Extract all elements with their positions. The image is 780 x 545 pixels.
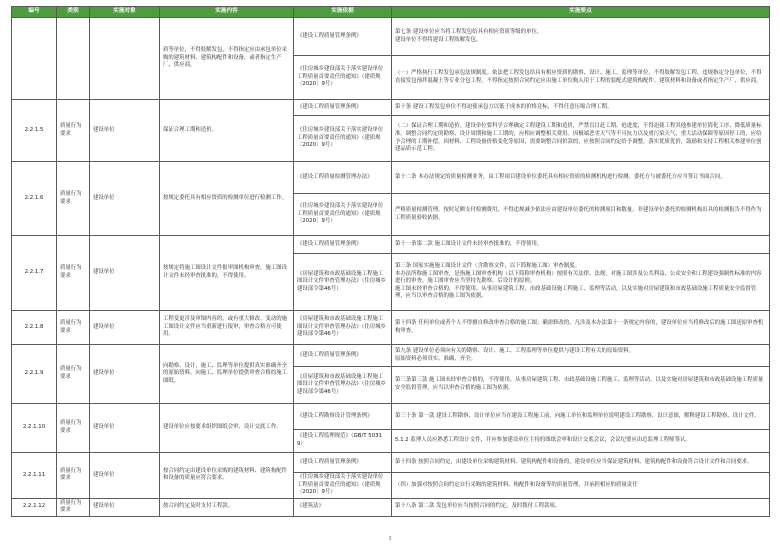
item-object: 建设单位 xyxy=(90,236,160,311)
item-basis: 《建设工程质量检测管理办法》 xyxy=(294,162,392,194)
item-requirement: 第十二条 本办法规定的质量检测业务，由工程项目建设单位委托具有相应资质的检测机构进行检测。委托方与被委托方应当签订书面合同。 xyxy=(392,162,770,194)
item-requirement: 第三条第三款 施工图未经审查合格的，不得使用。从事房屋建筑工程、市政基础设施工程施工、监理等活动，以及实施对房屋建筑和市政基础设施工程质量安全监督管理，应当以审查合格的施工图为依据。 xyxy=(392,367,770,404)
header-content: 实施内容 xyxy=(160,7,294,18)
item-category: 质量行为要求 xyxy=(57,236,90,311)
regulation-table xyxy=(11,6,770,517)
item-content: 按规定将施工图设计文件报审图机构审查，施工图设计文件未经审查批准的，不得使用。 xyxy=(160,236,294,311)
table-row xyxy=(12,162,770,194)
item-requirement: （四）加强对按照合同约定自行采购的建筑材料、构配件和设备等的质量管理，并承担相应的质量责任 xyxy=(392,473,770,499)
item-number: 2.2.1.6 xyxy=(12,162,57,236)
table-row xyxy=(12,404,770,430)
item-content: 保证合理工期和造价。 xyxy=(160,100,294,162)
item-basis: 《建设工程勘察设计管理条例》 xyxy=(294,404,392,430)
item-basis: 《建设工程质量管理条例》 xyxy=(294,100,392,116)
item-requirement: 第十四条 按照合同约定，由建设单位采购建筑材料、建筑构配件和设备的，建设单位应当保证建筑材料、建筑构配件和设备符合设计文件和合同要求。 xyxy=(392,453,770,473)
item-object: 建设单位 xyxy=(90,404,160,453)
item-category: 质量行为要求 xyxy=(57,162,90,236)
item-requirement: 严格质量检测管理，按时足额支付检测费用，不得违规减少依法应由建设单位委托的检测项目和数量，非建设单位委托的检测机构出具的检测报告不得作为工程质量验收依据。 xyxy=(392,194,770,236)
header-object: 实施对象 xyxy=(90,7,160,18)
item-basis: 《建设工程质量管理条例》 xyxy=(294,345,392,367)
item-basis: 《房屋建筑和市政基础设施工程施工图设计文件审查管理办法》（住房城乡建设部令第46号） xyxy=(294,311,392,345)
table-row xyxy=(12,18,770,56)
table-row xyxy=(12,311,770,345)
table-body xyxy=(12,18,770,517)
table-row xyxy=(12,236,770,254)
item-requirement: 第三十条 第一款 建设工程勘察、设计单位应当在建设工程施工前，向施工单位和监理单位说明建设工程勘察、设计意图，解释建设工程勘察、设计文件。 xyxy=(392,404,770,430)
item-requirement: 第九条 建设单位必须向有关的勘察、设计、施工、工程监理等单位提供与建设工程有关的原始资料。 原始资料必须真实、准确、齐全。 xyxy=(392,345,770,367)
item-requirement: 第十条 建设工程发包单位不得迫使承包方以低于成本的价格竞标，不得任意压缩合理工期。 xyxy=(392,100,770,116)
page-number: 3 xyxy=(388,536,392,542)
item-number xyxy=(12,18,57,100)
item-requirement: 第三条 国家实施施工图设计文件（含勘察文件，以下简称施工图）审查制度。 本办法所称施工图审查，是指施工图审查机构（以下简称审查机构）按照有关法律、法规，对施工图涉及公共利益、公众安全和工程建设强制性标准的内容进行的审查。施工图审查应当坚持先勘察、后设计的原则。 施工图未经审查合格的，不得使用。从事房屋建筑工程、市政基础设施工程施工、监理等活动，以及实施对房屋建筑和市政基础设施工程质量安全监督管理，应当以审查合格的施工图为依据。 xyxy=(392,254,770,311)
header-requirement: 实施要点 xyxy=(392,7,770,18)
item-content: 按合同约定及时支付工程款。 xyxy=(160,498,294,516)
item-requirement: 第十一条第二款 施工图设计文件未经审查批准的，不得使用。 xyxy=(392,236,770,254)
item-basis: 《住房城乡建设部关于落实建设单位工程质量首要责任的通知》（建质规〔2020〕9号） xyxy=(294,194,392,236)
item-category: 质量行为要求 xyxy=(57,345,90,404)
item-object xyxy=(90,18,160,100)
item-number: 2.2.1.7 xyxy=(12,236,57,311)
item-object: 建设单位 xyxy=(90,100,160,162)
item-category: 质量行为要求 xyxy=(57,498,90,516)
item-content: 质等单位，不得肢解发包，不得指定应由承包单位采购的建筑材料、建筑构配件和设备，或者指定生产厂、供应商。 xyxy=(160,18,294,100)
item-number: 2.2.1.9 xyxy=(12,345,57,404)
item-requirement: 5.1.2 监理人员应熟悉工程设计文件，并应参加建设单位主持的图纸会审和设计交底会议，会议纪要应由总监理工程师签认。 xyxy=(392,430,770,453)
item-number: 2.2.1.8 xyxy=(12,311,57,345)
table-row xyxy=(12,498,770,516)
table-row xyxy=(12,453,770,473)
item-category: 质量行为要求 xyxy=(57,311,90,345)
item-category: 质量行为要求 xyxy=(57,100,90,162)
item-category: 质量行为要求 xyxy=(57,404,90,453)
item-basis: 《住房城乡建设部关于落实建设单位工程质量首要责任的通知》（建质规〔2020〕9号） xyxy=(294,56,392,100)
item-basis: 《建设工程监理规范》（GB/T 50319） xyxy=(294,430,392,453)
item-content: 向勘察、设计、施工、监理等单位提供真实准确齐全的原始资料。向施工、监理单位提供审查合格的施工图纸。 xyxy=(160,345,294,404)
item-content: 建设单位应按要求组织图纸会审、设计交底工作。 xyxy=(160,404,294,453)
item-object: 建设单位 xyxy=(90,498,160,516)
item-content: 按规定委托具有相应资质的检测单位进行检测工作。 xyxy=(160,162,294,236)
header-category: 类别 xyxy=(57,7,90,18)
item-object: 建设单位 xyxy=(90,162,160,236)
table-header-row xyxy=(12,7,770,18)
item-object: 建设单位 xyxy=(90,311,160,345)
item-basis: 《建设工程质量管理条例》 xyxy=(294,453,392,473)
item-object: 建设单位 xyxy=(90,453,160,499)
item-number: 2.2.1.12 xyxy=(12,498,57,516)
item-category xyxy=(57,18,90,100)
item-basis: 《建设工程质量管理条例》 xyxy=(294,236,392,254)
header-num: 编号 xyxy=(12,7,57,18)
item-number: 2.2.1.5 xyxy=(12,100,57,162)
item-requirement: 第七条 建设单位应当将工程发包给具有相应资质等级的单位。 建设单位不得将建设工程肢解发包。 xyxy=(392,18,770,56)
item-content: 工程变更涉及审图内容的，或有重大修改、变动的施工图设计文件应当重新进行报审，审查合格方可使用。 xyxy=(160,311,294,345)
item-basis: 《建设工程质量管理条例》 xyxy=(294,18,392,56)
table-row xyxy=(12,100,770,116)
item-basis: 《建筑法》 xyxy=(294,498,392,516)
item-content: 按合同约定由建设单位采购的建筑材料、建筑构配件和设备的质量应符合要求。 xyxy=(160,453,294,499)
item-object: 建设单位 xyxy=(90,345,160,404)
item-requirement: 第十八条 第二款 发包单位应当按照合同的约定，及时拨付工程款项。 xyxy=(392,498,770,516)
item-number: 2.2.1.10 xyxy=(12,404,57,453)
item-basis: 《房屋建筑和市政基础设施工程施工图设计文件审查管理办法》（住房城乡建设部令第46号） xyxy=(294,254,392,311)
table-row xyxy=(12,345,770,367)
item-number: 2.2.1.11 xyxy=(12,453,57,499)
item-requirement: （二）保证合理工期和造价。建设单位要科学合理确定工程建设工期和造价，严禁盲目赶工期、抢进度，不得迫使工程其他参建单位简化工序、降低质量标准。调整合同约定的勘察、设计周期和施工工期的，应相应调整相关费用。因极端恶劣天气等不可抗力以及重污染天气、重大活动保障等原因停工的，应给予合理的工期补偿。因材料、工程设备价格变化等原因，需要调整合同价款的，应按照合同约定给予调整。落实优质优价，鼓励和支持工程相关参建单位创建品质示范工程。 xyxy=(392,116,770,162)
item-category: 质量行为要求 xyxy=(57,453,90,499)
item-requirement: （一）严格执行工程发包承包法规制度。依法把工程发包给具有相应资质的勘察、设计、施工、监理等单位，不得肢解发包工程、违规指定分包单位，不得直接发包预拌混凝土等专业分包工程，不得指定按照合同约定应由施工单位购入用于工程的装配式建筑构配件、建筑材料和设备或者指定生产厂、供应商。 xyxy=(392,56,770,100)
item-basis: 《住房城乡建设部关于落实建设单位工程质量首要责任的通知》（建质规〔2020〕9号） xyxy=(294,116,392,162)
item-requirement: 第十四条 任何单位或者个人不得擅自修改审查合格的施工图；确需修改的，凡涉及本办法第十一条规定内容的，建设单位应当将修改后的施工图送原审查机构审查。 xyxy=(392,311,770,345)
item-basis: 《住房城乡建设部关于落实建设单位工程质量首要责任的通知》（建质规〔2020〕9号） xyxy=(294,473,392,499)
header-basis: 实施依据 xyxy=(294,7,392,18)
item-basis: 《房屋建筑和市政基础设施工程施工图设计文件审查管理办法》（住房城乡建设部令第46号） xyxy=(294,367,392,404)
